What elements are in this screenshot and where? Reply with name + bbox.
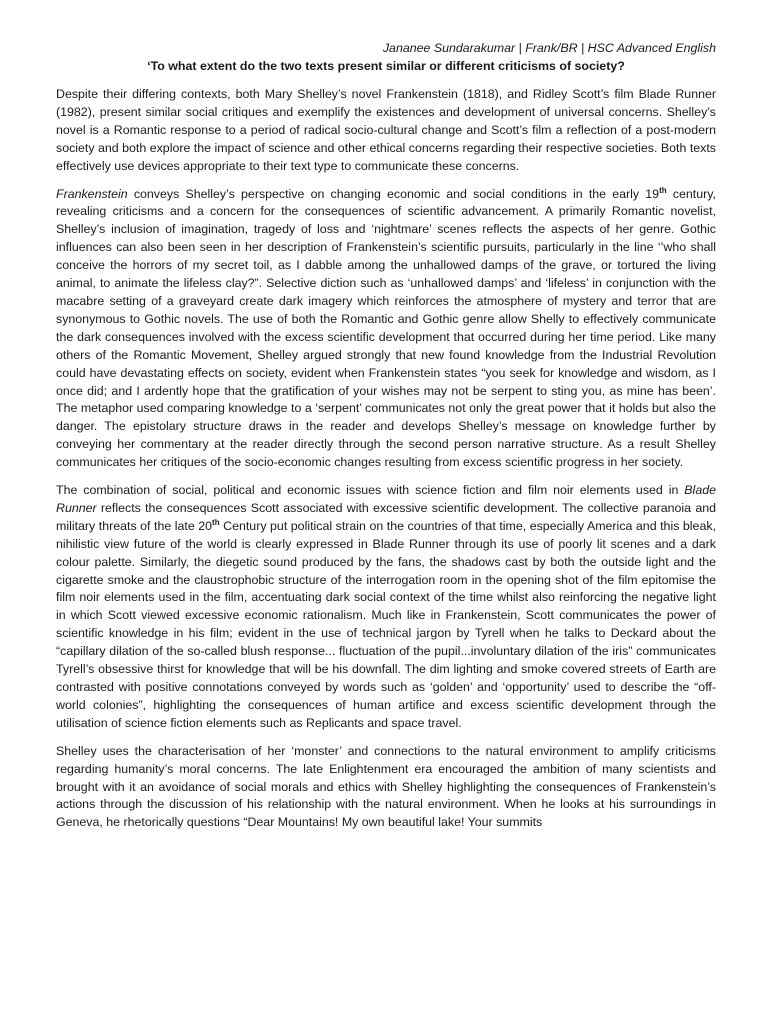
paragraph-text: conveys Shelley’s perspective on changing economic and social conditions in the early 19 [127,186,660,201]
document-page [56,40,716,832]
paragraph-intro: Despite their differing contexts, both Mary Shelley’s novel Frankenstein (1818), and Ridley Scott’s film Blade Runner (1982), present similar social critiques and exemplify the existences and development of universal concerns. Shelley’s novel is a Romantic response to a period of radical socio-cultural change and Scott’s film a reflection of a post-modern society and both explore the impact of science and other ethical concerns regarding their respective societies. Both texts effectively use devices appropriate to their text type to communicate these concerns. [56,87,716,173]
text-title-frankenstein: Frankenstein [56,186,128,201]
superscript: th [212,517,220,527]
superscript: th [659,185,667,195]
paragraph-text: reflects the consequences Scott associated with excessive scientific development. The collective paranoia and military threats of the late 20 [56,500,716,533]
paragraph-blade-runner [56,482,716,733]
paragraph-characterisation: Shelley uses the characterisation of her ‘monster’ and connections to the natural environment to amplify criticisms regarding humanity’s moral concerns. The late Enlightenment era encouraged the ambition of many scientists and brought with it an avoidance of social morals and ethics with Shelley highlighting the consequences of Frankenstein’s actions through the discussion of his relationship with the natural environment. When he looks at his surroundings in Geneva, he rhetorically questions “Dear Mountains! My own beautiful lake! Your summits [56,743,716,830]
text-title-blade-runner: Blade Runner [56,483,716,515]
essay-question: ‘To what extent do the two texts present similar or different criticisms of society? [147,59,625,73]
author-header: Jananee Sundarakumar | Frank/BR | HSC Advanced English [382,41,716,55]
paragraph-text: century, revealing criticisms and a concern for the consequences of scientific advancement. A primarily Romantic novelist, Shelley’s inclusion of imagination, tragedy of loss and ‘nightmare’ scenes reflects the aspects of her genre. Gothic influences can also been seen in her description of Frankenstein’s scientific pursuits, particularly in the line ‘’who shall conceive the horrors of my secret toil, as I dabble among the unhallowed damps of the grave, or tortured the living animal, to animate the lifeless clay?”. Selective diction such as ‘unhallowed damps’ and ‘lifeless’ in conjunction with the macabre setting of a graveyard create dark imagery which reinforces the atmosphere of mystery and terror that are synonymous to Gothic novels. The use of both the Romantic and Gothic genre allow Shelly to effectively communicate the dark consequences involved with the excess scientific development that occurred during her time period. Like many others of the Romantic Movement, Shelley argued strongly that new found knowledge from the Industrial Revolution could have devastating effects on society, evident when Frankenstein states “you seek for knowledge and wisdom, as I once did; and I ardently hope that the gratification of your wishes may not be serpent to sting you, as mine has been’. The metaphor used comparing knowledge to a ‘serpent’ communicates not only the great power that it holds but also the danger. The epistolary structure draws in the reader and develops Shelley’s message on knowledge further by conveying her commentary at the reader directly through the second person narrative structure. As a result Shelley communicates her critiques of the socio-economic changes resulting from excess scientific progress in her society. [56,186,716,470]
paragraph-text: The combination of social, political and economic issues with science fiction and film noir elements used in [56,483,685,498]
paragraph-frankenstein [56,186,716,473]
paragraph-text: Century put political strain on the countries of that time, especially America and this bleak, nihilistic view future of the world is clearly expressed in Blade Runner through its use of poorly lit scenes and a dark colour palette. Similarly, the diegetic sound produced by the fans, the shadows cast by both the outside light and the cigarette smoke and the claustrophobic structure of the interrogation room in the opening shot of the film epitomise the film noir elements used in the film, accentuating dark social context of the time whilst also reinforcing the negative light in which Scott viewed excessive economic rationalism. Much like in Frankenstein, Scott communicates the power of scientific knowledge in his film; evident in the use of technical jargon by Tyrell when he talks to Deckard about the “capillary dilation of the so-called blush response... fluctuation of the pupil...involuntary dilation of the iris” communicates Tyrell’s obsessive thirst for knowledge that will be his downfall. The dim lighting and smoke covered streets of Earth are contrasted with positive connotations conveyed by words such as ‘golden’ and ‘opportunity’ used to describe the “off-world colonies”, highlighting the consequences of human artifice and excess scientific development through the utilisation of science fiction elements such as Replicants and space travel. [56,518,716,730]
